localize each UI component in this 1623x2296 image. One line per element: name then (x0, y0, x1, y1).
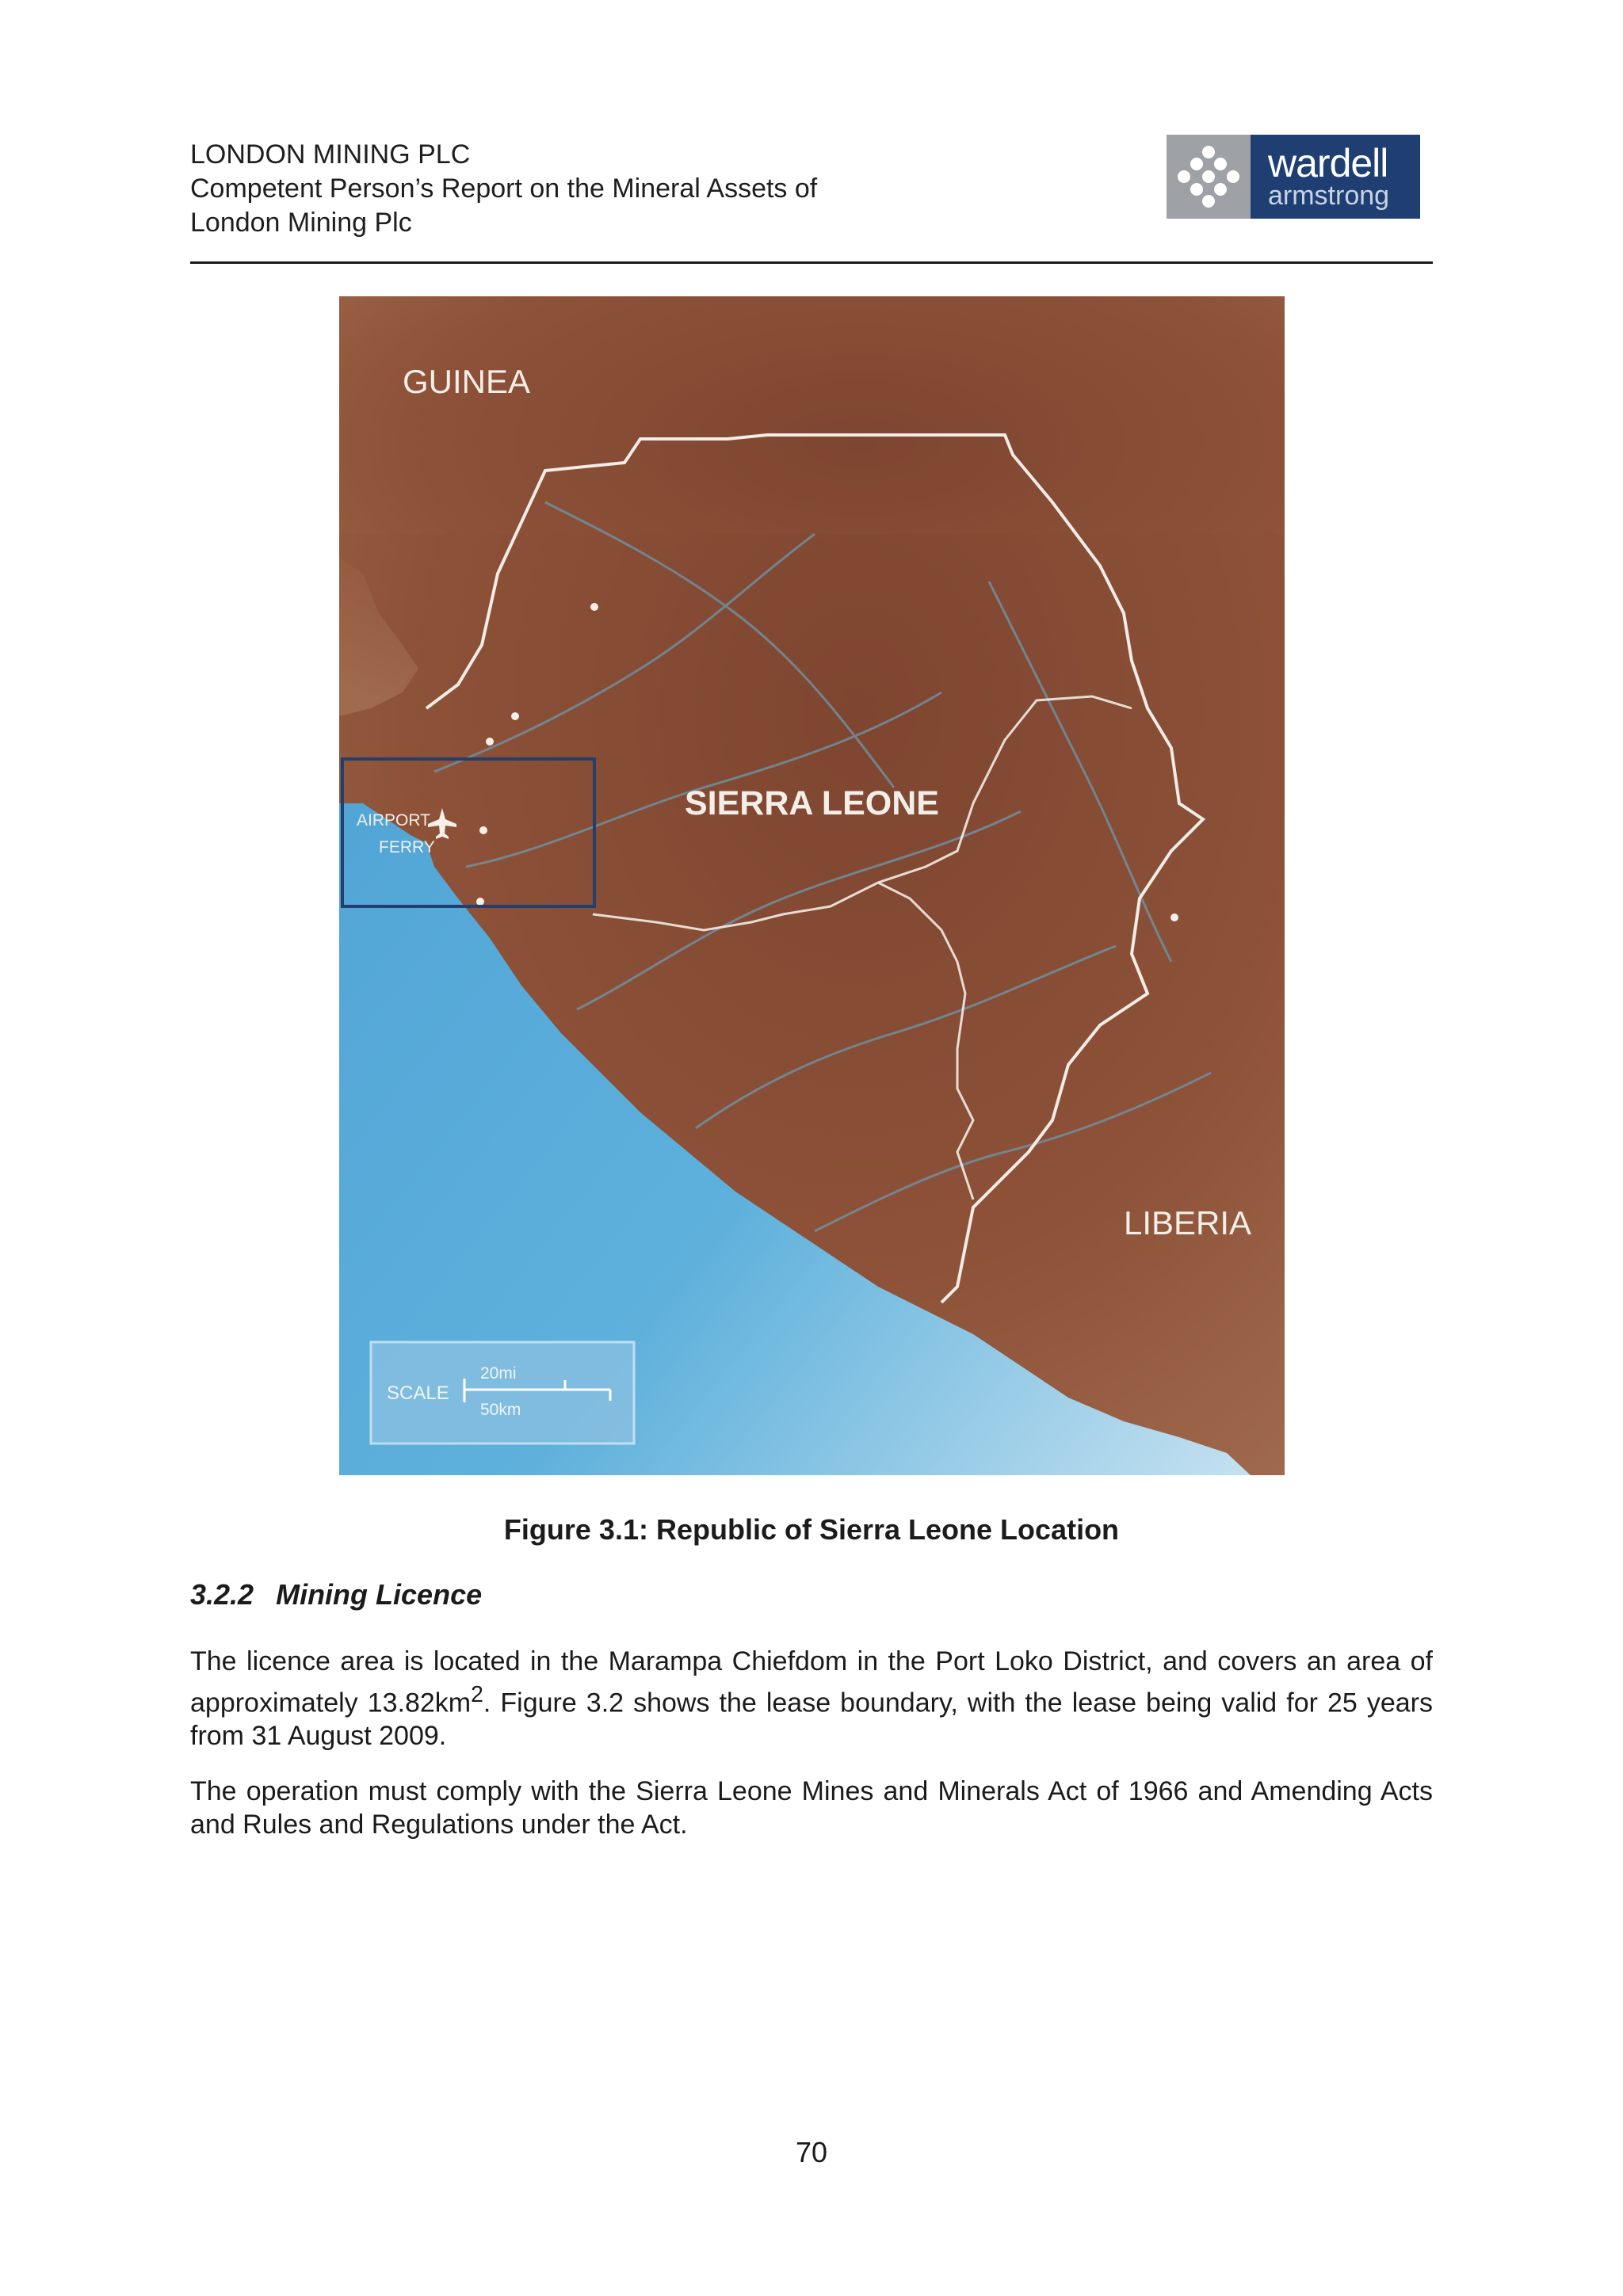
logo-wordmark (1251, 135, 1420, 219)
paragraph-licence-area (190, 1645, 1433, 1753)
label-guinea: GUINEA (403, 363, 531, 400)
figure-caption: Figure 3.1: Republic of Sierra Leone Location (503, 1513, 1120, 1546)
scale-label: SCALE (387, 1383, 449, 1404)
paragraph1-text-a: The licence area is located in the Marampa Chiefdom in the Port Loko District, and covers an area of approximately 13.82km (190, 1646, 1433, 1718)
document-header (190, 138, 817, 240)
wardell-armstrong-diamond-logo-icon (1167, 135, 1251, 219)
paragraph1-text-b: . Figure 3.2 shows the lease boundary, with the lease being valid for 25 years from 31 August 2009. (190, 1688, 1433, 1752)
logo-word-armstrong: armstrong (1268, 181, 1390, 211)
header-divider (190, 261, 1433, 264)
label-airport: AIRPORT (357, 811, 430, 830)
scale-km: 50km (480, 1401, 521, 1419)
map-scale-box (371, 1342, 634, 1444)
sierra-leone-location-map (339, 296, 1285, 1475)
section-number: 3.2.2 (190, 1578, 254, 1611)
scale-miles: 20mi (480, 1364, 517, 1383)
section-heading (190, 1578, 482, 1611)
wardell-armstrong-logo (1167, 135, 1420, 219)
header-report-title: Competent Person’s Report on the Mineral Assets of (190, 174, 818, 204)
page-number: 70 (795, 2136, 828, 2168)
paragraph1-superscript: 2 (471, 1682, 483, 1707)
logo-word-wardell: wardell (1268, 141, 1388, 185)
label-sierra-leone: SIERRA LEONE (685, 784, 939, 822)
paragraph-compliance: The operation must comply with the Sierra Leone Mines and Minerals Act of 1966 and Amending Acts and Rules and Regulations under the Act. (190, 1776, 1433, 1840)
label-ferry: FERRY (379, 838, 435, 856)
header-company: LONDON MINING PLC (190, 139, 471, 170)
label-liberia: LIBERIA (1124, 1204, 1252, 1241)
header-report-subject: London Mining Plc (190, 208, 412, 238)
section-title: Mining Licence (276, 1578, 483, 1611)
map-svg (339, 296, 1285, 1475)
